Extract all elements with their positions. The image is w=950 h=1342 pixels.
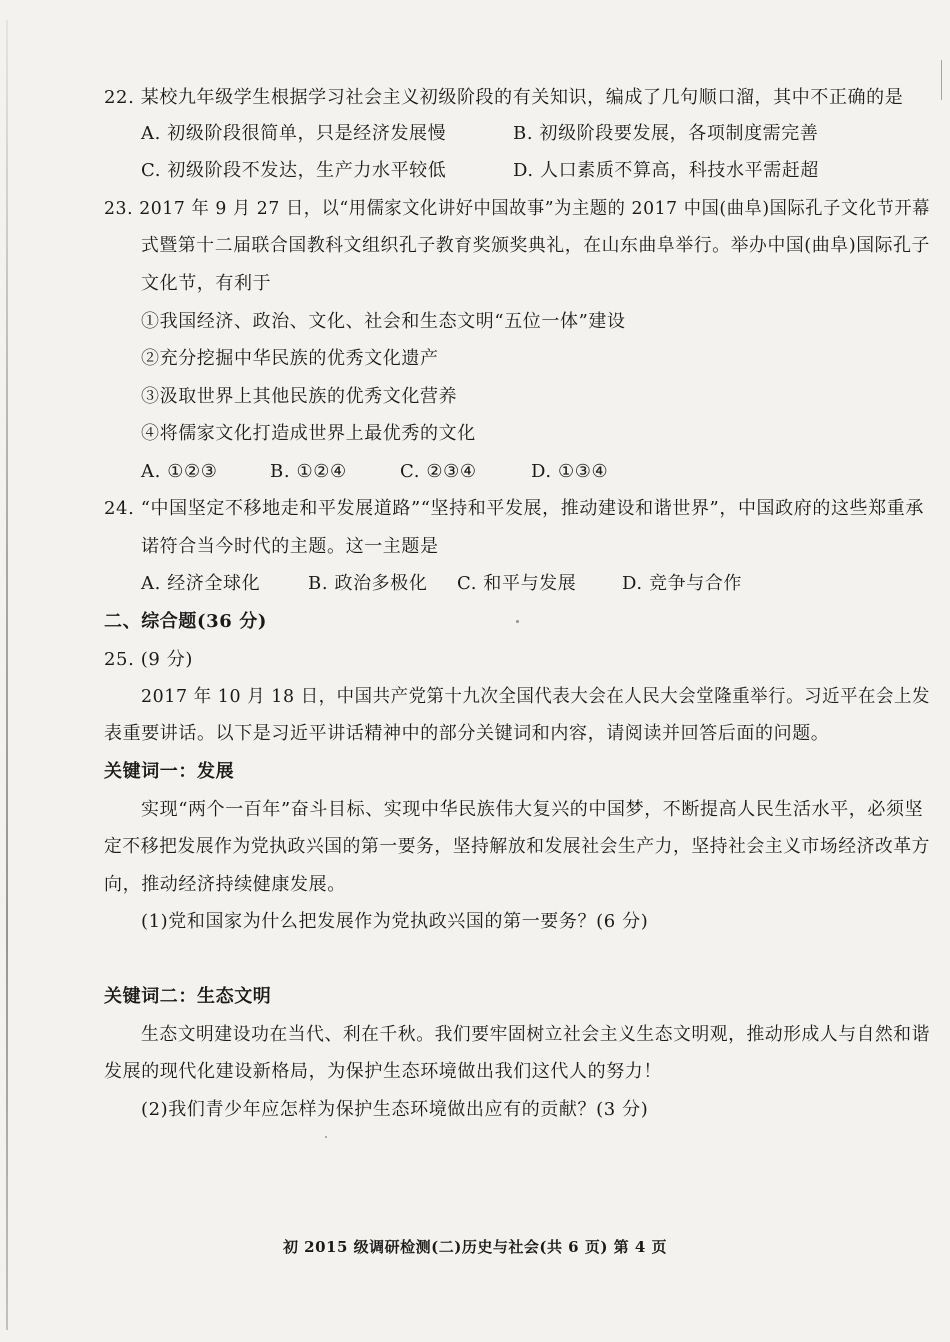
keyword-1-text-line-1: 实现“两个一百年”奋斗目标、实现中华民族伟大复兴的中国梦，不断提高人民生活水平，必须坚	[141, 799, 924, 820]
scan-speck	[516, 620, 519, 623]
keyword-2-title: 关键词二：生态文明	[104, 986, 272, 1007]
keyword-2-text-line-1: 生态文明建设功在当代、利在千秋。我们要牢固树立社会主义生态文明观，推动形成人与自然和谐	[141, 1024, 930, 1045]
q25-intro-line-1: 2017 年 10 月 18 日，中国共产党第十九次全国代表大会在人民大会堂隆重举行。习近平在会上发	[141, 686, 930, 707]
q24-stem-line-1: 24. “中国坚定不移地走和平发展道路”“坚持和平发展，推动建设和谐世界”，中国政府的这些郑重承	[104, 498, 924, 519]
keyword-2-text-line-2: 发展的现代化建设新格局，为保护生态环境做出我们这代人的努力！	[104, 1061, 662, 1082]
q23-statement-2: ②充分挖掘中华民族的优秀文化遗产	[141, 348, 439, 369]
q22-option-c: C. 初级阶段不发达，生产力水平较低	[141, 160, 447, 181]
q24-option-d: D. 竞争与合作	[622, 573, 743, 594]
q23-statement-3: ③汲取世界上其他民族的优秀文化营养	[141, 386, 458, 407]
q22-stem: 22. 某校九年级学生根据学习社会主义初级阶段的有关知识，编成了几句顺口溜，其中不正确的是	[104, 87, 904, 108]
question-25-2: (2)我们青少年应怎样为保护生态环境做出应有的贡献？(3 分)	[141, 1099, 649, 1120]
keyword-1-title: 关键词一：发展	[104, 761, 235, 782]
keyword-1-text-line-3: 向，推动经济持续健康发展。	[104, 874, 346, 895]
q23-option-b: B. ①②④	[270, 461, 347, 482]
q22-option-a: A. 初级阶段很简单，只是经济发展慢	[141, 123, 447, 144]
q24-option-a: A. 经济全球化	[141, 573, 261, 594]
page-footer: 初 2015 级调研检测(二)历史与社会(共 6 页) 第 4 页	[282, 1238, 668, 1256]
q25-header: 25. (9 分)	[104, 649, 193, 670]
q23-stem-line-1: 23. 2017 年 9 月 27 日，以“用儒家文化讲好中国故事”为主题的 2017 中国(曲阜)国际孔子文化节开幕	[104, 198, 931, 219]
q25-intro-line-2: 表重要讲话。以下是习近平讲话精神中的部分关键词和内容，请阅读并回答后面的问题。	[104, 723, 830, 744]
q23-stem-line-3: 文化节，有利于	[141, 273, 272, 294]
scan-speck	[325, 1136, 327, 1138]
section-title: 二、综合题(36 分)	[104, 611, 267, 632]
q23-statement-4: ④将儒家文化打造成世界上最优秀的文化	[141, 423, 476, 444]
scan-edge-mark	[941, 60, 942, 100]
q23-stem-line-2: 式暨第十二届联合国教科文组织孔子教育奖颁奖典礼，在山东曲阜举行。举办中国(曲阜)国际孔子	[141, 235, 930, 256]
question-25-1: (1)党和国家为什么把发展作为党执政兴国的第一要务？(6 分)	[141, 911, 649, 932]
q23-option-a: A. ①②③	[141, 461, 218, 482]
q24-stem-line-2: 诺符合当今时代的主题。这一主题是	[141, 536, 439, 557]
q24-option-c: C. 和平与发展	[457, 573, 577, 594]
q22-option-b: B. 初级阶段要发展，各项制度需完善	[513, 123, 819, 144]
q23-option-c: C. ②③④	[400, 461, 477, 482]
q23-option-d: D. ①③④	[531, 461, 609, 482]
q23-statement-1: ①我国经济、政治、文化、社会和生态文明“五位一体”建设	[141, 311, 626, 332]
q24-option-b: B. 政治多极化	[308, 573, 428, 594]
scan-edge-shadow	[6, 20, 8, 1330]
keyword-1-text-line-2: 定不移把发展作为党执政兴国的第一要务，坚持解放和发展社会生产力，坚持社会主义市场经济改革方	[104, 836, 931, 857]
q22-option-d: D. 人口素质不算高，科技水平需赶超	[513, 160, 820, 181]
